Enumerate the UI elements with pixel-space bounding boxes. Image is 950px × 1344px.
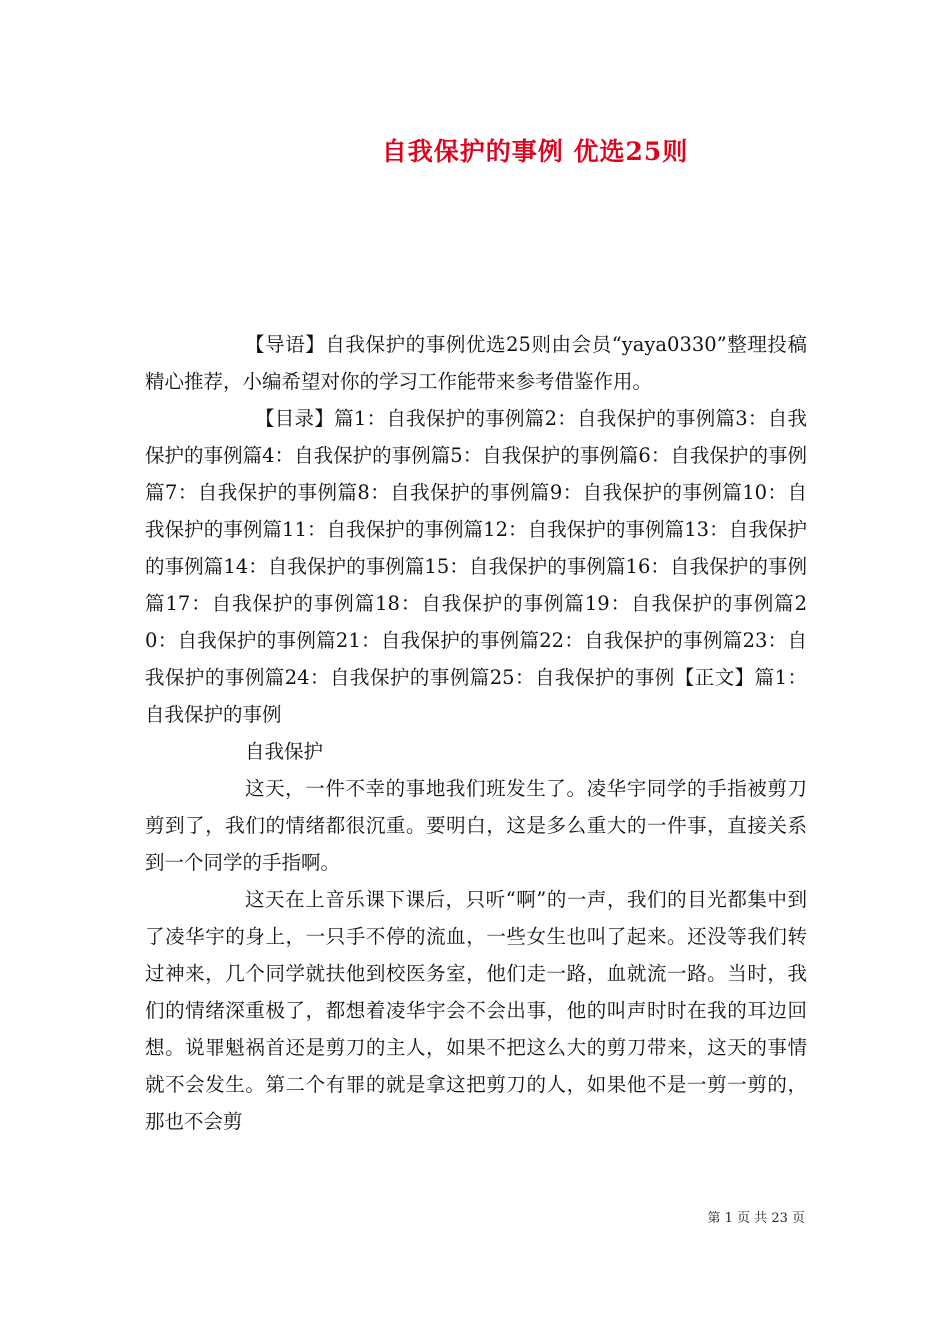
body-paragraph-1: 这天，一件不幸的事地我们班发生了。凌华宇同学的手指被剪刀剪到了，我们的情绪都很沉重。要明白，这是多么重大的一件事，直接关系到一个同学的手指啊。 [145,777,807,874]
intro-paragraph: 【导语】自我保护的事例优选25则由会员“yaya0330”整理投稿精心推荐，小编希望对你的学习工作能带来参考借鉴作用。 [145,333,807,393]
section-heading: 自我保护 [245,740,324,763]
document-body [145,326,807,1140]
document-title: 自我保护的事例 优选25则 [381,137,689,166]
page-number: 第 1 页 共 23 页 [707,1211,805,1226]
table-of-contents: 【目录】篇1：自我保护的事例篇2：自我保护的事例篇3：自我保护的事例篇4：自我保护的事例篇5：自我保护的事例篇6：自我保护的事例篇7：自我保护的事例篇8：自我保护的事例篇9：自我保护的事例篇10：自我保护的事例篇11：自我保护的事例篇12：自我保护的事例篇13：自我保护的事例篇14：自我保护的事例篇15：自我保护的事例篇16：自我保护的事例篇17：自我保护的事例篇18：自我保护的事例篇19：自我保护的事例篇20：自我保护的事例篇21：自我保护的事例篇22：自我保护的事例篇23：自我保护的事例篇24：自我保护的事例篇25：自我保护的事例【正文】篇1：自我保护的事例 [145,407,807,726]
body-paragraph-2: 这天在上音乐课下课后，只听“啊”的一声，我们的目光都集中到了凌华宇的身上，一只手不停的流血，一些女生也叫了起来。还没等我们转过神来，几个同学就扶他到校医务室，他们走一路，血就流一路。当时，我们的情绪深重极了，都想着凌华宇会不会出事，他的叫声时时在我的耳边回想。说罪魁祸首还是剪刀的主人，如果不把这么大的剪刀带来，这天的事情就不会发生。第二个有罪的就是拿这把剪刀的人，如果他不是一剪一剪的，那也不会剪 [145,888,807,1133]
